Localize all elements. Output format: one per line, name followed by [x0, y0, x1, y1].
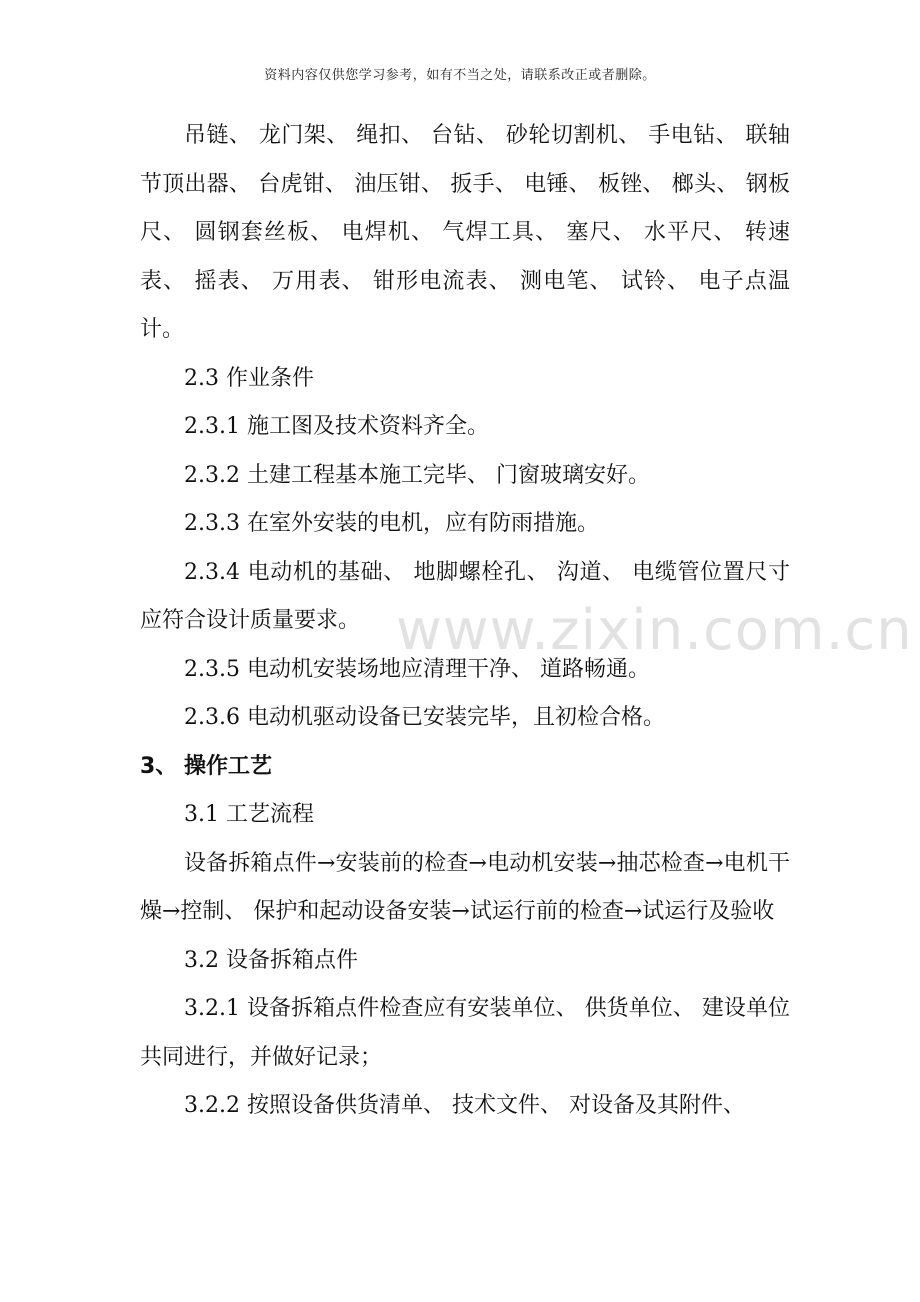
document-body: [140, 112, 790, 1131]
watermark: www.zixin.com.cn: [396, 598, 913, 663]
section-heading-3-2: 3.2 设备拆箱点件: [184, 947, 358, 973]
clause-2-3-3: 2.3.3 在室外安装的电机，应有防雨措施。: [184, 511, 599, 536]
clause-2-3-5: 2.3.5 电动机安装场地应清理干净、 道路畅通。: [184, 656, 650, 682]
section-number: 3、: [140, 753, 178, 779]
clause-2-3-6: 2.3.6 电动机驱动设备已安装完毕，且初检合格。: [184, 705, 665, 730]
section-heading-3: [140, 743, 790, 792]
process-flow-paragraph: 设备拆箱点件→安装前的检查→电动机安装→抽芯检查→电机干燥→控制、 保护和起动设备安装→试运行前的检查→试运行及验收: [140, 850, 790, 924]
clause-3-2-2: 3.2.2 按照设备供货清单、 技术文件、 对设备及其附件、: [184, 1093, 745, 1118]
clause-2-3-2: 2.3.2 土建工程基本施工完毕、 门窗玻璃安好。: [184, 462, 650, 488]
clause-3-2-1: 3.2.1 设备拆箱点件检查应有安装单位、 供货单位、 建设单位共同进行，并做好记录；: [140, 996, 790, 1070]
section-title: 操作工艺: [184, 753, 273, 779]
header-disclaimer: 资料内容仅供您学习参考，如有不当之处，请联系改正或者删除。: [264, 68, 656, 83]
clause-2-3-1: 2.3.1 施工图及技术资料齐全。: [184, 414, 489, 439]
tool-list-paragraph: 吊链、 龙门架、 绳扣、 台钻、 砂轮切割机、 手电钻、 联轴节顶出器、 台虎钳、 油压钳、 扳手、 电锤、 板锉、 榔头、 钢板尺、 圆钢套丝板、 电焊机、 气焊工具、 塞尺、 水平尺、 转速表、 摇表、 万用表、 钳形电流表、 测电笔、 试铃、 电子点温计。: [140, 123, 790, 342]
section-heading-2-3: 2.3 作业条件: [184, 365, 314, 391]
clause-2-3-4: 2.3.4 电动机的基础、 地脚螺栓孔、 沟道、 电缆管位置尺寸应符合设计质量要求。: [140, 559, 790, 633]
section-heading-3-1: 3.1 工艺流程: [184, 802, 314, 827]
